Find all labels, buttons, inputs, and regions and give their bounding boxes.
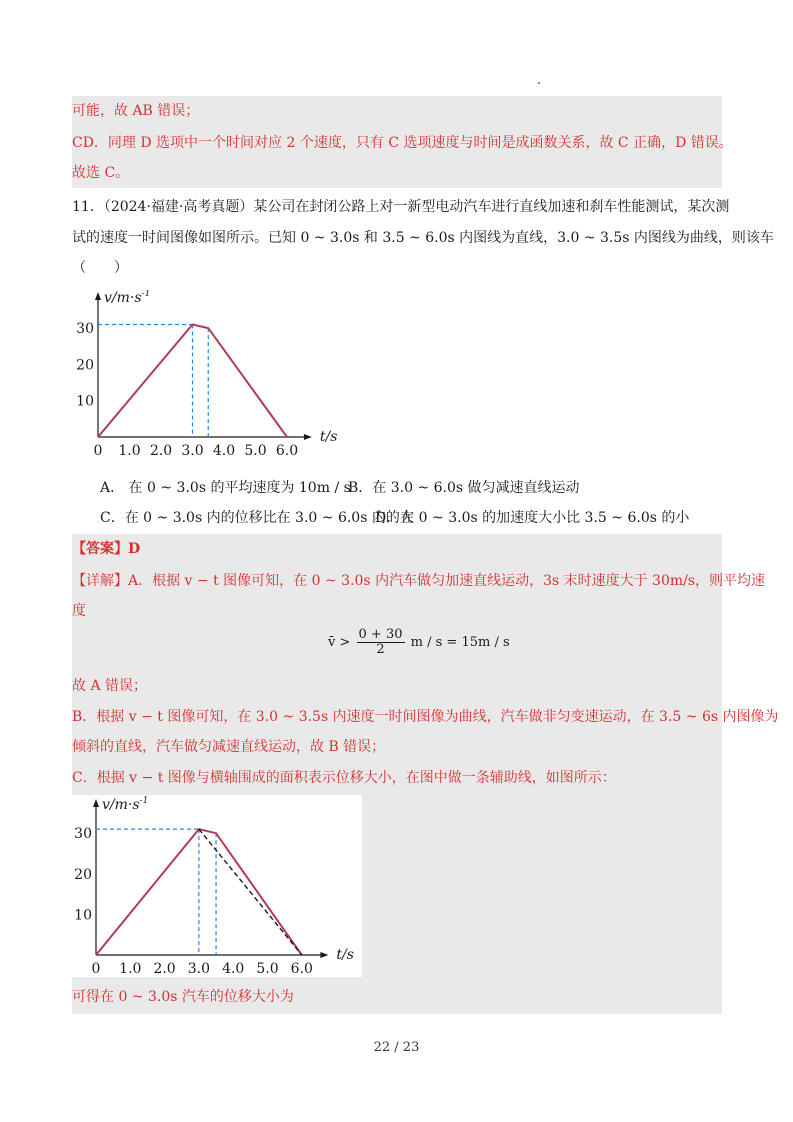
question-line-1: 11．（2024·福建·高考真题）某公司在封闭公路上对一新型电动汽车进行直线加速和刹车性能测试，某次测: [72, 199, 730, 215]
formula-numerator: 0 + 30: [358, 627, 403, 642]
detail-line-3: 故 A 错误；: [72, 678, 148, 694]
x-tick-label: 2.0: [149, 443, 173, 459]
x-axis-arrow: [320, 952, 328, 958]
detail-line-5: 倾斜的直线，汽车做匀减速直线运动，故 B 错误；: [72, 739, 386, 755]
option-b: B．在 3.0 ~ 6.0s 做匀减速直线运动: [348, 480, 580, 496]
x-tick-label: 5.0: [256, 961, 279, 977]
y-tick-label: 30: [74, 826, 92, 843]
x-tick-label: 1.0: [119, 961, 142, 977]
y-axis-label: $v/m\cdot s^{-1}$: [104, 290, 151, 306]
detail-line-1: 【详解】A．根据 v − t 图像可知，在 0 ~ 3.0s 内汽车做匀加速直线运动，3s 末时速度大于 30m/s，则平均速: [72, 573, 766, 589]
x-axis-label: t/s: [319, 429, 338, 445]
x-tick-label: 3.0: [181, 443, 204, 459]
x-tick-label: 6.0: [275, 443, 299, 459]
y-tick-label: 10: [74, 907, 92, 924]
option-d: D．在 0 ~ 3.0s 的加速度大小比 3.5 ~ 6.0s 的小: [375, 510, 690, 526]
velocity-time-chart-with-aux-line: [72, 795, 362, 977]
option-a: A． 在 0 ~ 3.0s 的平均速度为 10m / s: [100, 480, 351, 496]
x-tick-label: 6.0: [290, 961, 313, 977]
formula-rhs: m / s = 15m / s: [410, 635, 510, 650]
y-tick-label: 30: [76, 321, 94, 338]
formula-fraction: [357, 628, 405, 657]
answer-label: 【答案】D: [72, 541, 141, 557]
auxiliary-dashed-line: [199, 829, 302, 955]
x-axis-label: t/s: [336, 947, 354, 963]
detail-line-4: B．根据 v − t 图像可知，在 3.0 ~ 3.5s 内速度一时间图像为曲线，汽车做非匀变速运动，在 3.5 ~ 6s 内图像为: [72, 709, 779, 725]
detail-line-2: 度: [72, 603, 86, 619]
y-tick-label: 20: [74, 866, 92, 883]
x-tick-label: 4.0: [212, 443, 236, 459]
y-tick-label: 20: [76, 357, 94, 374]
formula-lhs: v̄ >: [328, 635, 351, 650]
detail-line-6: C．根据 v − t 图像与横轴围成的面积表示位移大小，在图中做一条辅助线，如图所示：: [72, 770, 616, 786]
y-axis-arrow: [95, 292, 101, 300]
x-tick-label: 3.0: [187, 961, 211, 977]
option-c: C．在 0 ~ 3.0s 内的位移比在 3.0 ~ 6.0s 内的大: [100, 510, 414, 526]
velocity-time-chart: [72, 290, 362, 460]
formula-denominator: 2: [376, 642, 385, 657]
stray-dot: [538, 82, 540, 84]
question-line-2: 试的速度一时间图像如图所示。已知 0 ~ 3.0s 和 3.5 ~ 6.0s 内图线为直线，3.0 ~ 3.5s 内图线为曲线，则该车: [72, 230, 774, 246]
page-number: 22 / 23: [373, 1040, 420, 1055]
x-tick-label: 4.0: [222, 961, 245, 977]
x-tick-label: 5.0: [244, 443, 267, 459]
prev-answer-line-2: CD．同理 D 选项中一个时间对应 2 个速度，只有 C 选项速度与时间是成函数关系，故 C 正确，D 错误。: [72, 135, 733, 151]
prev-answer-line-3: 故选 C。: [72, 165, 130, 181]
x-tick-label: 0: [93, 443, 103, 459]
average-velocity-formula: [328, 628, 510, 662]
y-tick-label: 10: [76, 393, 94, 410]
x-tick-label: 2.0: [153, 961, 176, 977]
x-tick-label: 0: [91, 961, 101, 977]
prev-answer-line-1: 可能，故 AB 错误；: [72, 103, 200, 119]
x-axis-arrow: [304, 434, 312, 440]
detail-line-7: 可得在 0 ~ 3.0s 汽车的位移大小为: [72, 989, 294, 1005]
question-line-3: （ ）: [72, 260, 128, 276]
y-axis-arrow: [93, 799, 99, 807]
x-tick-label: 1.0: [118, 443, 141, 459]
y-axis-label: $v/m\cdot s^{-1}$: [102, 796, 149, 813]
